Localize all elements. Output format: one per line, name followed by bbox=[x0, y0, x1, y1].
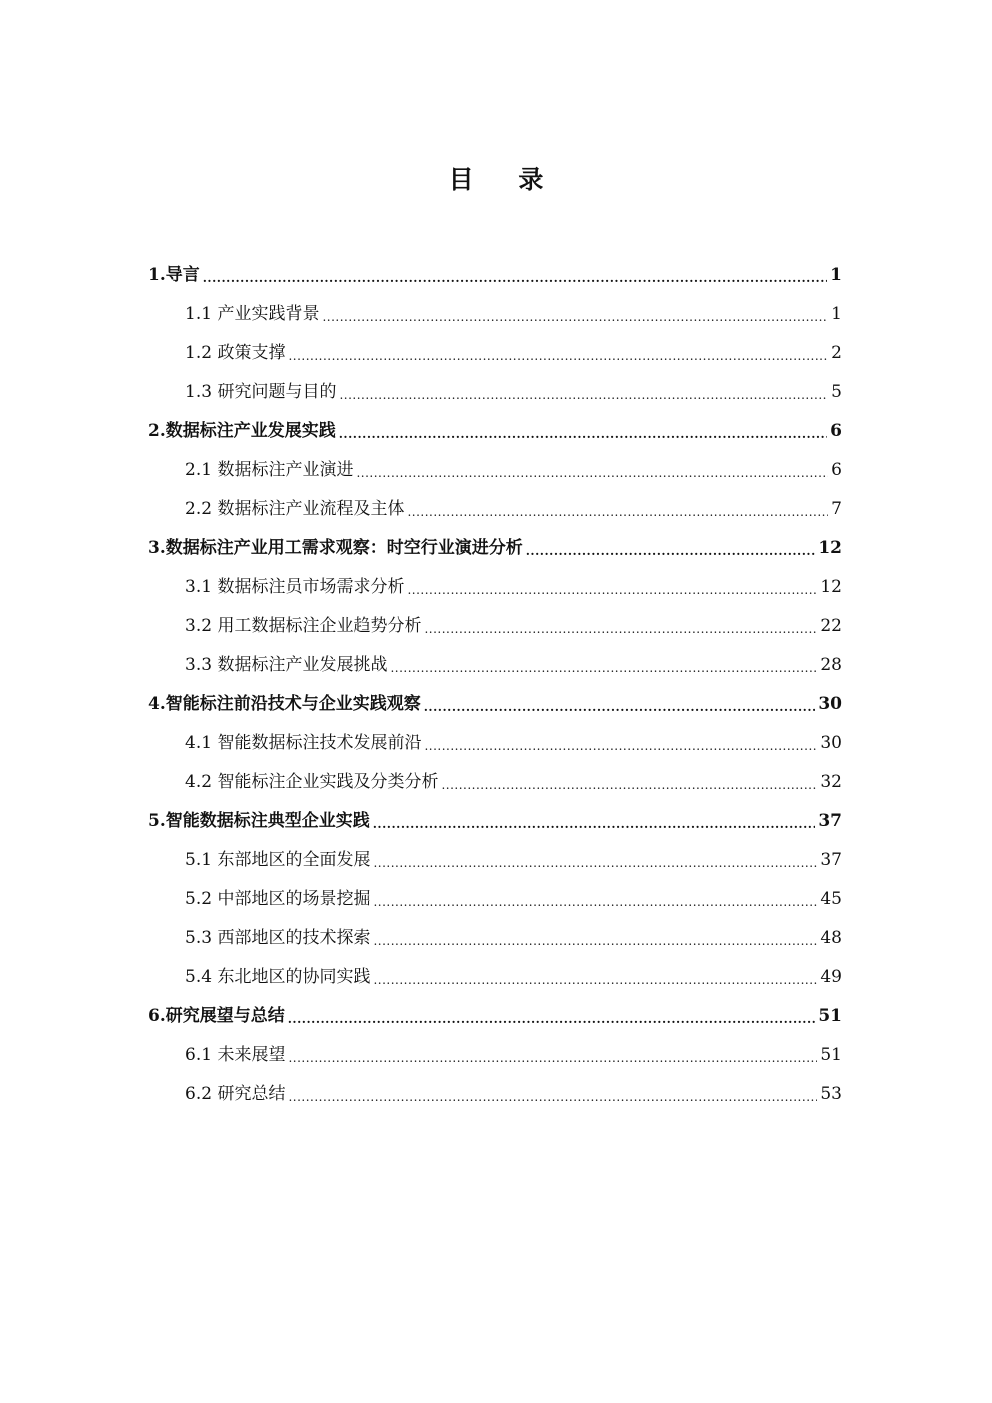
toc-page-number: 5 bbox=[831, 381, 842, 402]
toc-section-entry[interactable] bbox=[148, 762, 842, 801]
toc-page-number: 1 bbox=[830, 264, 842, 285]
toc-dot-leader bbox=[373, 851, 817, 874]
toc-page-number: 53 bbox=[820, 1083, 842, 1104]
toc-entry-label: 6.2 研究总结 bbox=[185, 1083, 286, 1104]
toc-dot-leader bbox=[339, 422, 827, 445]
toc-chapter-entry[interactable] bbox=[148, 684, 842, 723]
toc-section-entry[interactable] bbox=[148, 879, 842, 918]
toc-section-entry[interactable] bbox=[148, 372, 842, 411]
toc-section-entry[interactable] bbox=[148, 489, 842, 528]
toc-page-number: 49 bbox=[820, 966, 842, 987]
toc-entry-label: 1.1 产业实践背景 bbox=[185, 303, 320, 324]
toc-chapter-entry[interactable] bbox=[148, 801, 842, 840]
toc-dot-leader bbox=[407, 500, 828, 523]
toc-page-number: 12 bbox=[818, 537, 842, 558]
toc-entry-label: 1.2 政策支撑 bbox=[185, 342, 286, 363]
toc-dot-leader bbox=[424, 695, 816, 718]
toc-entry-label: 6.1 未来展望 bbox=[185, 1044, 286, 1065]
toc-section-entry[interactable] bbox=[148, 450, 842, 489]
toc-page-number: 37 bbox=[818, 810, 842, 831]
toc-page-number: 45 bbox=[820, 888, 842, 909]
toc-dot-leader bbox=[390, 656, 817, 679]
toc-entry-label: 1.3 研究问题与目的 bbox=[185, 381, 337, 402]
toc-page-number: 6 bbox=[831, 459, 842, 480]
toc-page-number: 7 bbox=[831, 498, 842, 519]
toc-dot-leader bbox=[288, 1085, 817, 1108]
toc-page-number: 48 bbox=[820, 927, 842, 948]
toc-dot-leader bbox=[424, 734, 817, 757]
toc-page-number: 22 bbox=[820, 615, 842, 636]
toc-entry-label: 4.1 智能数据标注技术发展前沿 bbox=[185, 732, 422, 753]
toc-dot-leader bbox=[322, 305, 828, 328]
toc-dot-leader bbox=[288, 344, 828, 367]
toc-dot-leader bbox=[356, 461, 828, 484]
toc-section-entry[interactable] bbox=[148, 567, 842, 606]
toc-entry-label: 3.1 数据标注员市场需求分析 bbox=[185, 576, 405, 597]
toc-dot-leader bbox=[373, 890, 817, 913]
toc-page-number: 12 bbox=[820, 576, 842, 597]
toc-entry-label: 2.1 数据标注产业演进 bbox=[185, 459, 354, 480]
toc-section-entry[interactable] bbox=[148, 918, 842, 957]
toc-entry-label: 3.2 用工数据标注企业趋势分析 bbox=[185, 615, 422, 636]
toc-page-number: 30 bbox=[820, 732, 842, 753]
toc-entry-label: 4.智能标注前沿技术与企业实践观察 bbox=[148, 693, 421, 714]
toc-section-entry[interactable] bbox=[148, 294, 842, 333]
toc-title: 目 录 bbox=[448, 165, 562, 194]
toc-entry-label: 6.研究展望与总结 bbox=[148, 1005, 285, 1026]
toc-section-entry[interactable] bbox=[148, 723, 842, 762]
toc-chapter-entry[interactable] bbox=[148, 255, 842, 294]
toc-page-number: 51 bbox=[818, 1005, 842, 1026]
toc-dot-leader bbox=[373, 929, 817, 952]
toc-page-number: 32 bbox=[820, 771, 842, 792]
toc-section-entry[interactable] bbox=[148, 1035, 842, 1074]
toc-page-number: 1 bbox=[831, 303, 842, 324]
toc-list bbox=[148, 255, 842, 1113]
toc-chapter-entry[interactable] bbox=[148, 528, 842, 567]
toc-section-entry[interactable] bbox=[148, 957, 842, 996]
toc-page-number: 28 bbox=[820, 654, 842, 675]
toc-entry-label: 5.4 东北地区的协同实践 bbox=[185, 966, 371, 987]
toc-entry-label: 5.3 西部地区的技术探索 bbox=[185, 927, 371, 948]
toc-dot-leader bbox=[373, 968, 817, 991]
toc-dot-leader bbox=[339, 383, 828, 406]
toc-entry-label: 1.导言 bbox=[148, 264, 200, 285]
toc-page-number: 30 bbox=[818, 693, 842, 714]
toc-dot-leader bbox=[441, 773, 817, 796]
toc-entry-label: 5.2 中部地区的场景挖掘 bbox=[185, 888, 371, 909]
toc-dot-leader bbox=[424, 617, 817, 640]
toc-section-entry[interactable] bbox=[148, 1074, 842, 1113]
toc-entry-label: 2.2 数据标注产业流程及主体 bbox=[185, 498, 405, 519]
toc-entry-label: 3.3 数据标注产业发展挑战 bbox=[185, 654, 388, 675]
toc-entry-label: 4.2 智能标注企业实践及分类分析 bbox=[185, 771, 439, 792]
toc-chapter-entry[interactable] bbox=[148, 411, 842, 450]
toc-section-entry[interactable] bbox=[148, 645, 842, 684]
toc-dot-leader bbox=[526, 539, 816, 562]
toc-page-number: 6 bbox=[830, 420, 842, 441]
toc-section-entry[interactable] bbox=[148, 606, 842, 645]
toc-entry-label: 3.数据标注产业用工需求观察：时空行业演进分析 bbox=[148, 537, 523, 558]
toc-dot-leader bbox=[407, 578, 817, 601]
toc-dot-leader bbox=[288, 1007, 816, 1030]
toc-page-number: 2 bbox=[831, 342, 842, 363]
toc-page-number: 51 bbox=[820, 1044, 842, 1065]
toc-page-number: 37 bbox=[820, 849, 842, 870]
toc-entry-label: 2.数据标注产业发展实践 bbox=[148, 420, 336, 441]
toc-section-entry[interactable] bbox=[148, 333, 842, 372]
toc-section-entry[interactable] bbox=[148, 840, 842, 879]
toc-dot-leader bbox=[203, 266, 827, 289]
toc-dot-leader bbox=[373, 812, 816, 835]
toc-entry-label: 5.1 东部地区的全面发展 bbox=[185, 849, 371, 870]
toc-dot-leader bbox=[288, 1046, 817, 1069]
toc-entry-label: 5.智能数据标注典型企业实践 bbox=[148, 810, 370, 831]
toc-chapter-entry[interactable] bbox=[148, 996, 842, 1035]
